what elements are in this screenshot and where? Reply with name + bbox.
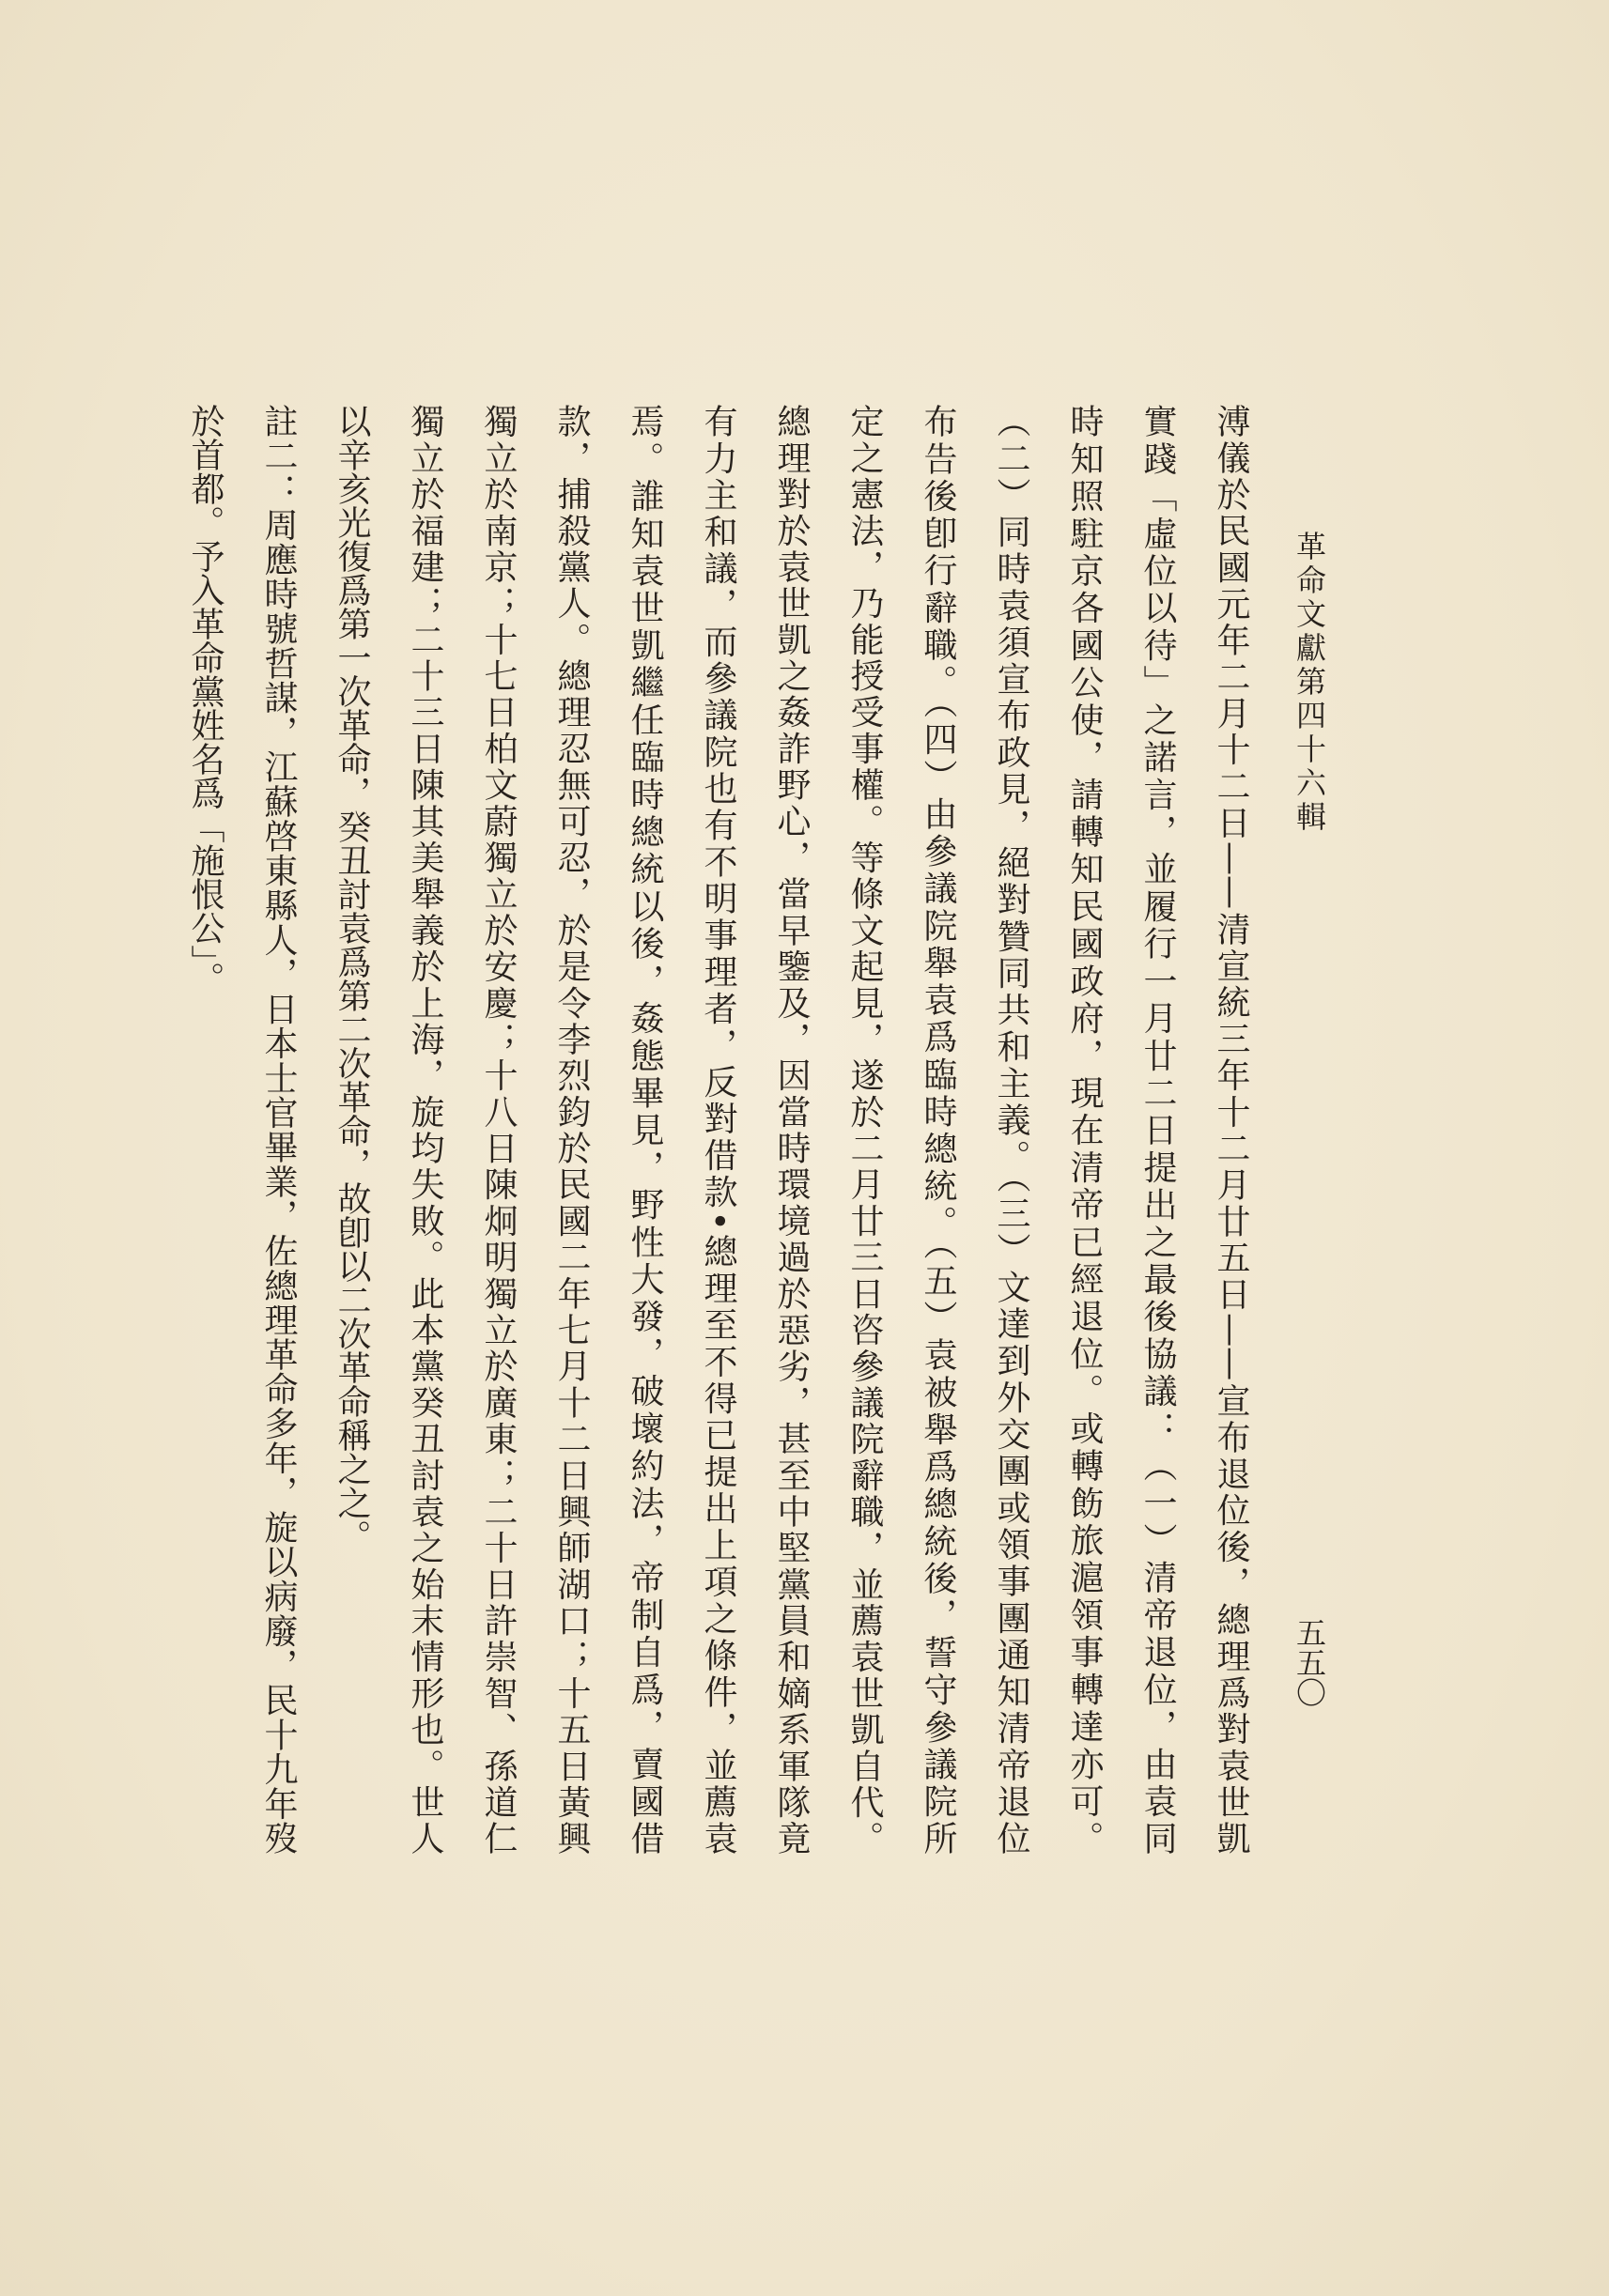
text-column-9: 焉。誰知袁世凱繼任臨時總統以後，姦態畢見，野性大發，破壞約法，帝制自爲，賣國借 (626, 404, 664, 1855)
running-header-title: 革命文獻第四十六輯 (1292, 531, 1327, 835)
text-column-12: 獨立於福建；二十三日陳其美舉義於上海，旋均失敗。此本黨癸丑討袁之始末情形也。世人 (406, 404, 444, 1855)
text-column-2: 實踐「虛位以待」之諾言，並履行一月廿二日提出之最後協議：（一）清帝退位，由袁同 (1138, 404, 1177, 1855)
footnote-column-1: 註二：周應時號哲謀，江蘇啓東縣人，日本士官畢業，佐總理革命多年，旋以病廢，民十九年歿 (259, 404, 298, 1855)
text-column-13: 以辛亥光復爲第一次革命，癸丑討袁爲第二次革命，故卽以二次革命稱之之。 (333, 404, 371, 1553)
text-column-5: 布告後卽行辭職。（四）由參議院舉袁爲臨時總統。（五）袁被舉爲總統後，誓守參議院所 (919, 404, 957, 1855)
text-column-3: 時知照駐京各國公使，請轉知民國政府，現在清帝已經退位。或轉飭旅滬領事轉達亦可。 (1065, 404, 1104, 1855)
text-column-4: （二）同時袁須宣布政見，絕對贊同共和主義。（三）文達到外交團或領事團通知清帝退位 (992, 404, 1030, 1855)
text-column-7: 總理對於袁世凱之姦詐野心，當早鑒及，因當時環境過於惡劣，甚至中堅黨員和嫡系軍隊竟 (772, 404, 811, 1855)
text-column-11: 獨立於南京；十七日柏文蔚獨立於安慶；十八日陳炯明獨立於廣東；二十日許崇智、孫道仁 (479, 404, 518, 1855)
text-column-6: 定之憲法，乃能授受事權。等條文起見，遂於二月廿三日咨參議院辭職，並薦袁世凱自代。 (845, 404, 884, 1855)
text-column-1: 溥儀於民國元年二月十二日——清宣統三年十二月廿五日——宣布退位後，總理爲對袁世凱 (1212, 404, 1250, 1855)
page-number: 五五〇 (1292, 1617, 1327, 1707)
footnote-column-2: 於首都。予入革命黨姓名爲「施恨公」。 (186, 404, 224, 995)
text-column-10: 款，捕殺黨人。總理忍無可忍，於是令李烈鈞於民國二年七月十二日興師湖口；十五日黃興 (552, 404, 591, 1855)
text-column-8: 有力主和議，而參議院也有不明事理者，反對借款•總理至不得已提出上項之條件，並薦袁 (699, 404, 737, 1855)
